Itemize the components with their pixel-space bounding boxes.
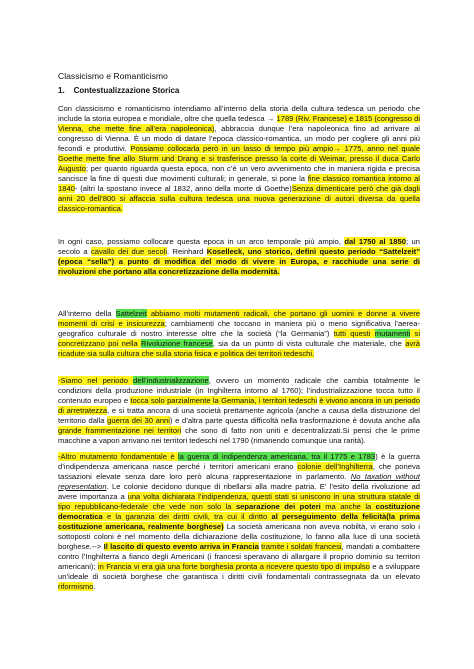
text-run: tocca solo parzialmente la Germania, i territori tedeschi [130, 396, 318, 405]
text-run: Sattelzeit [115, 309, 147, 318]
text-run: è vivono ancora in un periodo di arretratezza [58, 396, 420, 415]
text-run: una volta dichiarata l’indipendenza, questi stati si uniscono in una struttura statale di tipo repubblicano-federale che vede non solo la [58, 492, 420, 511]
text-run: ; cambiamenti che toccano in maniera più o meno significativa l’aerea-geografico culturale di nostro interesse oltre che la società (“la Germania”) [58, 319, 420, 338]
text-run: ) è la guerra d’indipendenza americana nasce perché i territori americani erano [58, 452, 420, 471]
text-run: , abbraccia dunque l’era napoleonica fino ad arrivare al congresso di Vienna. È un modo di datare l’epoca classico-romantica, un modo per cogliere gli anni più fecondi e produttivi. [58, 124, 420, 153]
text-run: Il lascito di questo evento arriva in Francia [103, 542, 259, 551]
text-run: e la garanzia dei diritti civili, tra cui il diritto [102, 512, 272, 521]
text-run: mutamenti [374, 329, 411, 338]
text-run: Con classicismo e romanticismo intendiamo all’interno della storia della cultura tedesca un periodo che include la storia europea e mondiale, oltre che quella tedesca → [58, 104, 420, 123]
paragraph-american-independence [58, 452, 420, 592]
text-run: Senza dimenticare però che già dagli anni 20 dell’800 si affaccia sulla cultura tedesca una nuova generazione di autori diversa da quella classico-romantica. [58, 184, 420, 213]
text-run: dell’industrializzazione [133, 376, 209, 385]
text-run: In ogni caso, possiamo collocare questa epoca in un arco temporale più ampio, [58, 237, 345, 246]
paragraph-sattelzeit-definition [58, 237, 420, 277]
text-run: fine classico romantica intorno al 1840 [58, 174, 420, 193]
text-run: -Siamo nel periodo [58, 376, 134, 385]
text-run: ) e d’altra parte questa difficoltà nella trasformazione è dovuta anche alla [169, 416, 420, 425]
text-run: Rivoluzione francese [141, 339, 213, 348]
text-run: separazione dei poteri [235, 502, 321, 511]
text-run: -Altro mutamento fondamentale è [58, 452, 178, 461]
text-run: ma anche la [320, 502, 376, 511]
text-run: concretizzano poi nella [58, 339, 142, 348]
text-run: guerra dei 30 anni [107, 416, 170, 425]
text-run: al perseguimento della felicità(la prima costituzione americana, realmente borghese) [58, 512, 420, 531]
text-run: No taxation without representation [58, 472, 420, 491]
text-run: in Francia vi era già una forte borghesia pronta a ricevere questo tipo di impulso [97, 562, 370, 571]
text-run: si [410, 329, 421, 338]
text-run: abbiamo molti mutamenti radicali, che portano gli uomini e donne a vivere momenti di crisi e insicurezza [58, 309, 421, 328]
text-run: . Reinhard [167, 247, 207, 256]
text-run: cavallo dei due secoli [90, 247, 168, 256]
text-run: grande frammentazione nei territori [58, 426, 182, 435]
paragraph-radical-changes [58, 309, 420, 359]
text-run: La società americana non aveva nobiltà, vi erano solo i sottoposti coloni è nel momento della dichiarazione della costituzione, lo fanno alla luce di una società borghese.--> [58, 522, 420, 551]
text-run: Possiamo collocarla però in un lasso di tempo più ampio→ 1775, anno nel quale Goethe mette fine allo Sturm und Drang e si trasferisce presso la corte di Weimar, presso il duca Carlo Augusto [58, 144, 420, 173]
paragraph-industrialization [58, 376, 420, 446]
text-run: tutti questi [333, 329, 375, 338]
text-run: ; per quanto riguarda questa epoca, non c’è un vero avvenimento che in maniera rigida e precisa sancisce la fine di questi due movimenti culturali; in generale, si pone la [58, 164, 420, 183]
text-run: costituzione democratica [58, 502, 420, 521]
text-run: e a sviluppare un’ideale di società borghese che garantisca i diritti civili fondamentali contrassegnata da un elevato [58, 562, 421, 581]
text-run: , che poneva tassazioni elevate senza dare loro però alcuna rappresentazione in parlamento. [58, 462, 420, 481]
text-run: , e si tratta ancora di una società prettamente agricola (anche a causa della distruzione del territorio dalla [58, 406, 420, 425]
text-run: colonie dell’Inghilterra [297, 462, 373, 471]
text-run: tramite i soldati francesi [261, 542, 342, 551]
text-run: , mandati a combattere contro l’Inghilterra a fianco degli Americani (i francesi speravano di allargare il proprio dominio su territori americani); [58, 542, 420, 571]
text-run: , ovvero un momento radicale che cambia totalmente le condizioni della produzione industriale (in Inghilterra intorno al 1760); l’industrializzazione tocca tutto il contenuto europeo e [58, 376, 420, 405]
text-run: . Le colonie decidono dunque di ribellarsi alla madre patria. E’ l’esito della rivoluzione ad avere importanza a [58, 482, 420, 501]
text-run: Koselleck, uno storico, definì questo periodo “Sattelzeit” (epoca “sella”) a punto di modifica del modo di vivere in Europa, e racchiude una serie di rivoluzioni che portano alla concretizzazione della modernità. [58, 247, 421, 276]
text-run: che sono di fatto non uniti e decentralizzati.Si pensi che le prime macchine a vapori arrivano nei territori tedeschi nel 1790 (rimanendo comunque una rarità). [58, 426, 420, 445]
section-heading: 1. Contestualizzazione Storica [58, 86, 180, 95]
text-run: - (altri la spostano invece al 1832, anno della morte di Goethe) [74, 184, 292, 193]
document-title: Classicismo e Romanticismo [58, 71, 168, 81]
text-run: , sia da un punto di vista culturale che materiale, che [212, 339, 406, 348]
text-run: avrà ricadute sia sulla cultura che sulla storia fisica e politica dei territori tedeschi. [58, 339, 420, 358]
text-run: ; un secolo a [58, 237, 420, 256]
text-run: All’interno della [58, 309, 116, 318]
text-run: . [93, 582, 96, 591]
text-run: 1789 (Riv. Francese) e 1815 (congresso di Vienna, che mette fine all’era napoleonica) [58, 114, 421, 133]
text-run: dal 1750 al 1850 [344, 237, 406, 246]
text-run: riformismo [58, 582, 94, 591]
text-run: la guerra di indipendenza americana, tra il 1775 e 1783 [177, 452, 376, 461]
paragraph-periodization [58, 104, 420, 214]
